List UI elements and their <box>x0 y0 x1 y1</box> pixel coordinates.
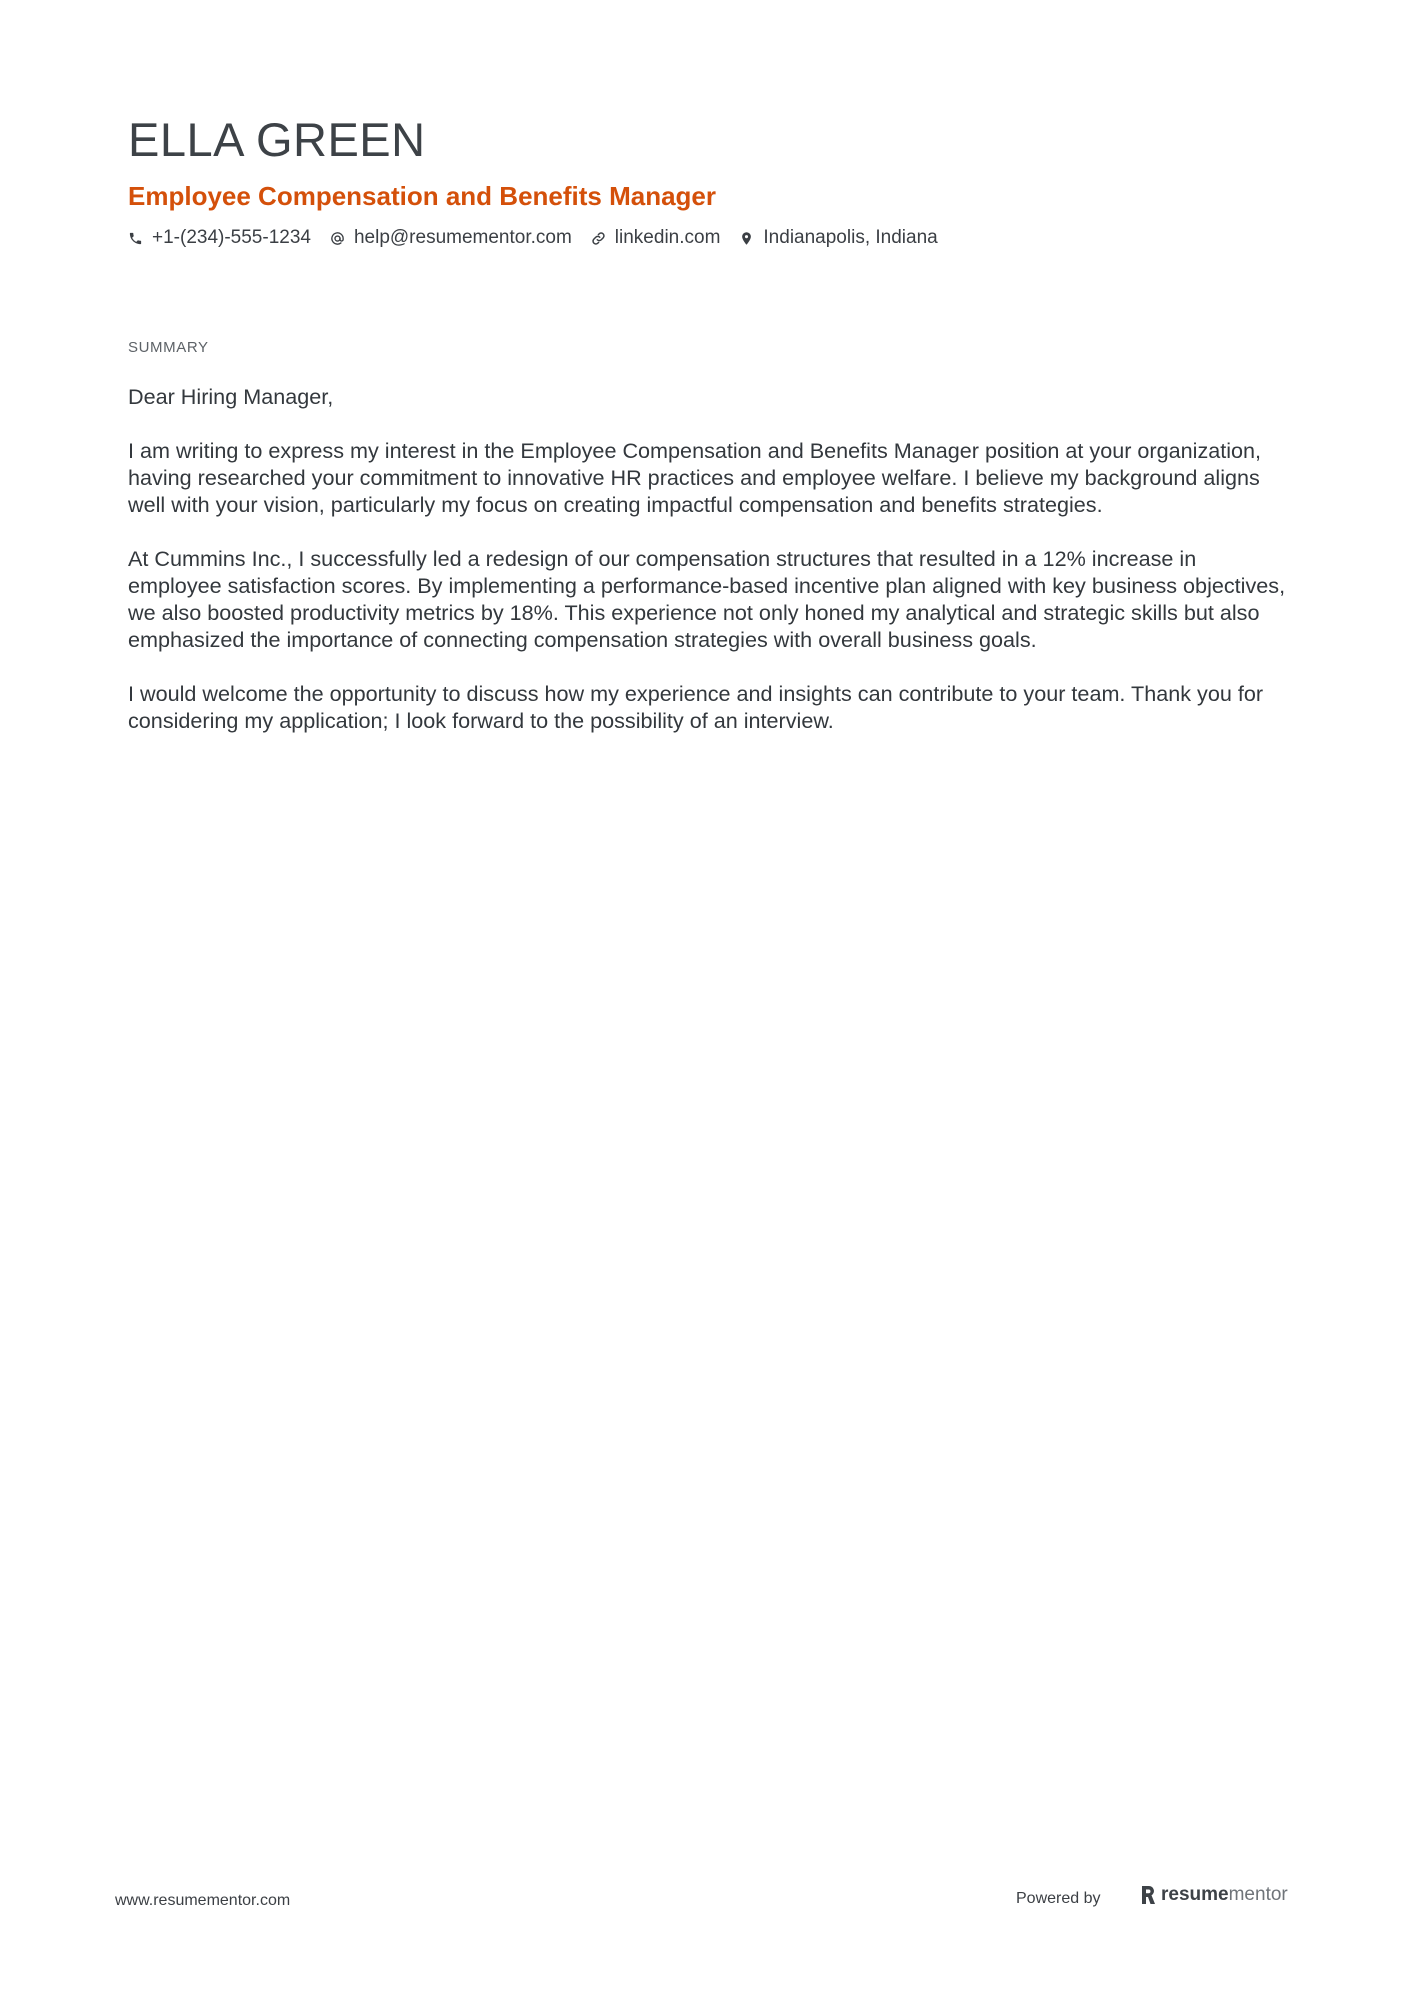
letter-paragraph: I would welcome the opportunity to discuss how my experience and insights can contribute to your team. Thank you for considering my application; I look forward to the possibility of an interview. <box>128 681 1264 733</box>
candidate-name: ELLA GREEN <box>128 113 426 166</box>
linkedin-text: linkedin.com <box>614 227 721 248</box>
contact-email[interactable] <box>330 226 572 251</box>
link-icon <box>591 231 606 246</box>
contact-phone[interactable] <box>128 226 311 251</box>
at-icon <box>330 231 345 246</box>
location-pin-icon <box>739 231 754 246</box>
contact-bar <box>128 226 957 251</box>
footer-website-link[interactable]: www.resumementor.com <box>115 1892 291 1909</box>
phone-text: +1-(234)-555-1234 <box>152 227 311 248</box>
cover-letter-body <box>128 383 1288 761</box>
phone-icon <box>128 231 143 246</box>
brand-name-bold: resume <box>1161 1884 1229 1905</box>
job-title: Employee Compensation and Benefits Manager <box>128 181 717 211</box>
location-text: Indianapolis, Indiana <box>763 227 938 248</box>
summary-heading: SUMMARY <box>128 339 209 356</box>
email-text: help@resumementor.com <box>353 227 572 248</box>
brand-name-light: mentor <box>1228 1884 1288 1905</box>
letter-paragraph: At Cummins Inc., I successfully led a redesign of our compensation structures that resulted in a 12% increase in employee satisfaction scores. By implementing a performance-based incentive plan aligned with key business objectives, we also boosted productivity metrics by 18%. This experience not only honed my analytical and strategic skills but also emphasized the importance of connecting compensation strategies with overall business goals. <box>128 546 1286 652</box>
contact-linkedin[interactable] <box>591 226 721 251</box>
powered-by-label: Powered by <box>1016 1890 1101 1907</box>
letter-greeting: Dear Hiring Manager, <box>128 384 334 409</box>
resumementor-logo-icon <box>1140 1885 1156 1905</box>
brand-logo[interactable] <box>1140 1884 1288 1906</box>
letter-paragraph: I am writing to express my interest in the Employee Compensation and Benefits Manager position at your organization, having researched your commitment to innovative HR practices and employee welfare. I believe my background aligns well with your vision, particularly my focus on creating impactful compensation and benefits strategies. <box>128 438 1262 517</box>
contact-location <box>739 226 937 251</box>
